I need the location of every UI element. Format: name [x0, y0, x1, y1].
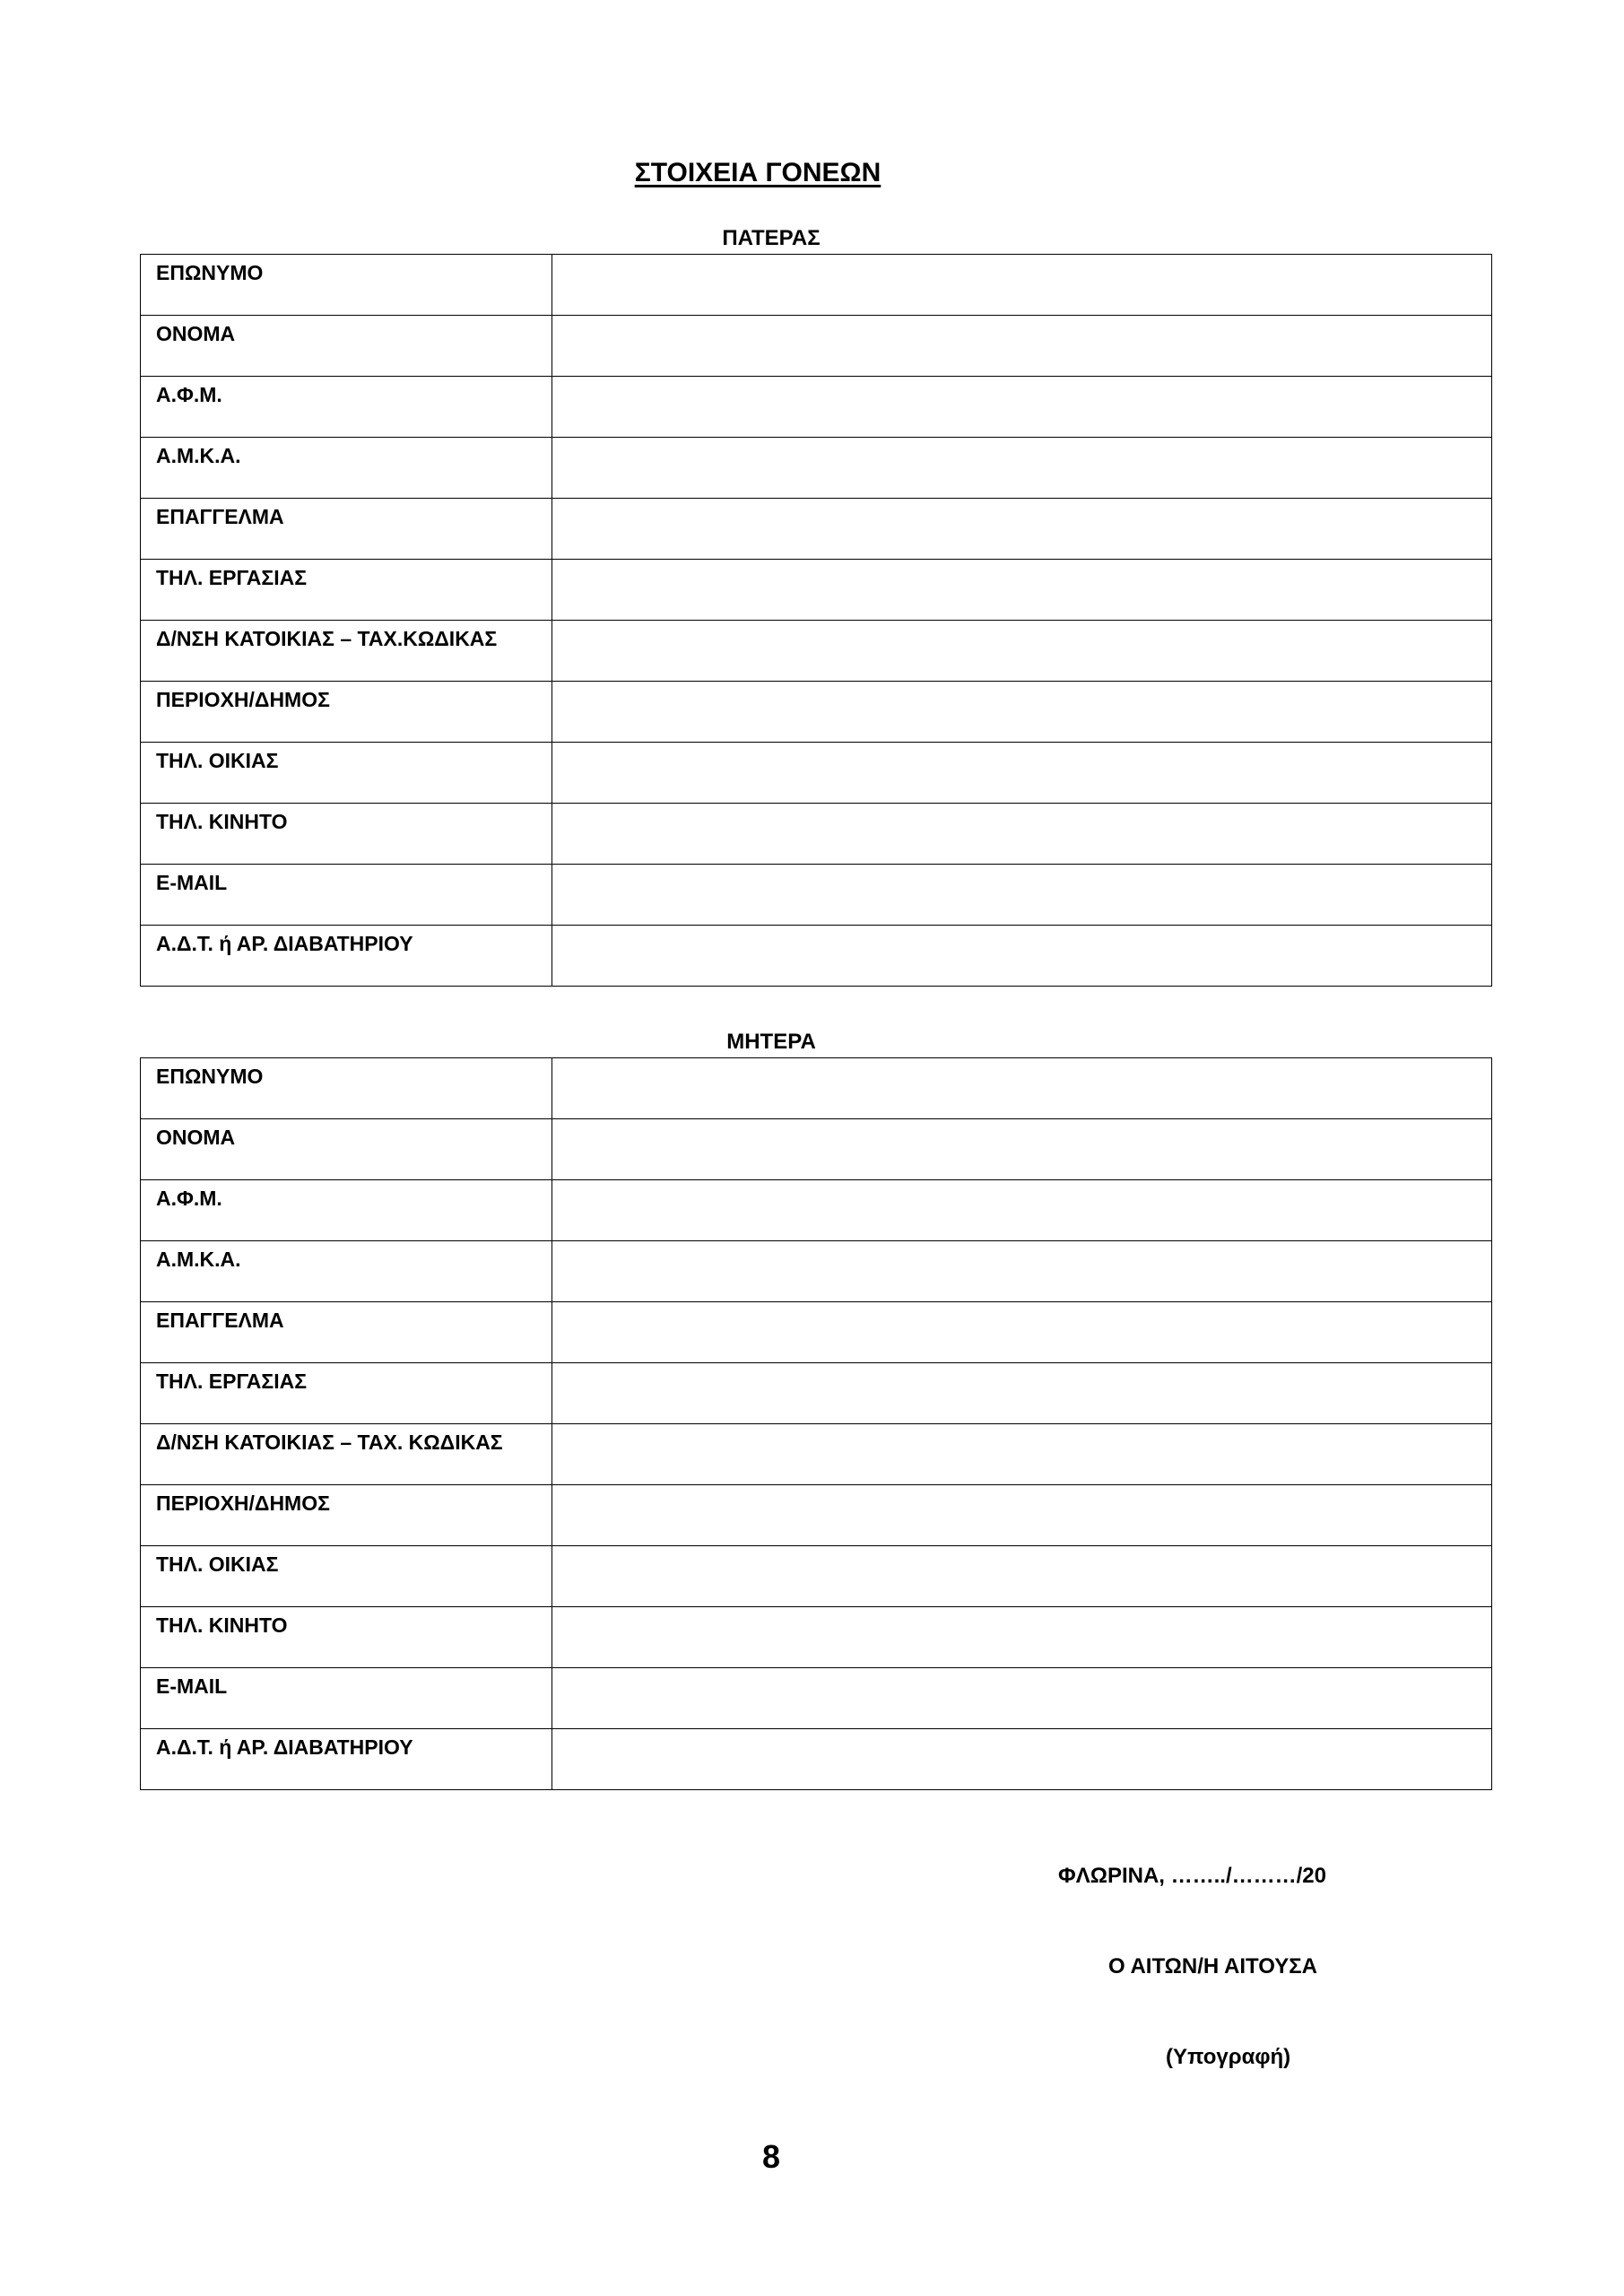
- mother-row-area: [141, 1485, 1492, 1546]
- father-field-email[interactable]: [552, 865, 1492, 926]
- father-field-id-passport[interactable]: [552, 926, 1492, 987]
- applicant-label: Ο ΑΙΤΩΝ/Η ΑΙΤΟΥΣΑ: [1108, 1954, 1317, 1979]
- mother-row-name: [141, 1119, 1492, 1180]
- father-field-surname[interactable]: [552, 255, 1492, 316]
- father-row-afm: [141, 377, 1492, 438]
- father-row-profession: [141, 499, 1492, 560]
- father-section-title: ΠΑΤΕΡΑΣ: [722, 226, 821, 250]
- father-row-mobile: [141, 804, 1492, 865]
- father-label-name: ΟΝΟΜΑ: [141, 316, 552, 377]
- father-row-home-phone: [141, 743, 1492, 804]
- mother-row-home-phone: [141, 1546, 1492, 1607]
- mother-field-home-phone[interactable]: [552, 1546, 1492, 1607]
- father-field-amka[interactable]: [552, 438, 1492, 499]
- mother-row-profession: [141, 1302, 1492, 1363]
- mother-row-surname: [141, 1058, 1492, 1119]
- father-field-address[interactable]: [552, 621, 1492, 682]
- page-number: 8: [761, 2138, 781, 2175]
- father-label-id-passport: Α.Δ.Τ. ή ΑΡ. ΔΙΑΒΑΤΗΡΙΟΥ: [141, 926, 552, 987]
- father-field-home-phone[interactable]: [552, 743, 1492, 804]
- mother-field-amka[interactable]: [552, 1241, 1492, 1302]
- mother-label-name: ΟΝΟΜΑ: [141, 1119, 552, 1180]
- father-label-address: Δ/ΝΣΗ ΚΑΤΟΙΚΙΑΣ – ΤΑΧ.ΚΩΔΙΚΑΣ: [141, 621, 552, 682]
- signature-label: (Υπογραφή): [1166, 2045, 1291, 2069]
- mother-label-area: ΠΕΡΙΟΧΗ/ΔΗΜΟΣ: [141, 1485, 552, 1546]
- father-field-area[interactable]: [552, 682, 1492, 743]
- father-field-mobile[interactable]: [552, 804, 1492, 865]
- mother-field-profession[interactable]: [552, 1302, 1492, 1363]
- mother-label-address: Δ/ΝΣΗ ΚΑΤΟΙΚΙΑΣ – ΤΑΧ. ΚΩΔΙΚΑΣ: [141, 1424, 552, 1485]
- mother-field-name[interactable]: [552, 1119, 1492, 1180]
- father-label-afm: Α.Φ.Μ.: [141, 377, 552, 438]
- mother-label-amka: Α.Μ.Κ.Α.: [141, 1241, 552, 1302]
- mother-row-address: [141, 1424, 1492, 1485]
- mother-field-email[interactable]: [552, 1668, 1492, 1729]
- mother-label-email: E-MAIL: [141, 1668, 552, 1729]
- father-label-mobile: ΤΗΛ. ΚΙΝΗΤΟ: [141, 804, 552, 865]
- father-row-id-passport: [141, 926, 1492, 987]
- father-row-name: [141, 316, 1492, 377]
- father-label-profession: ΕΠΑΓΓΕΛΜΑ: [141, 499, 552, 560]
- mother-field-area[interactable]: [552, 1485, 1492, 1546]
- father-label-email: E-MAIL: [141, 865, 552, 926]
- mother-label-home-phone: ΤΗΛ. ΟΙΚΙΑΣ: [141, 1546, 552, 1607]
- father-row-area: [141, 682, 1492, 743]
- father-row-address: [141, 621, 1492, 682]
- father-row-surname: [141, 255, 1492, 316]
- father-row-work-phone: [141, 560, 1492, 621]
- father-row-amka: [141, 438, 1492, 499]
- father-label-work-phone: ΤΗΛ. ΕΡΓΑΣΙΑΣ: [141, 560, 552, 621]
- mother-label-work-phone: ΤΗΛ. ΕΡΓΑΣΙΑΣ: [141, 1363, 552, 1424]
- mother-field-work-phone[interactable]: [552, 1363, 1492, 1424]
- mother-label-surname: ΕΠΩΝΥΜΟ: [141, 1058, 552, 1119]
- mother-row-amka: [141, 1241, 1492, 1302]
- mother-row-mobile: [141, 1607, 1492, 1668]
- mother-field-id-passport[interactable]: [552, 1729, 1492, 1790]
- father-row-email: [141, 865, 1492, 926]
- mother-label-afm: Α.Φ.Μ.: [141, 1180, 552, 1241]
- mother-label-id-passport: Α.Δ.Τ. ή ΑΡ. ΔΙΑΒΑΤΗΡΙΟΥ: [141, 1729, 552, 1790]
- father-details-table: [140, 254, 1492, 987]
- mother-field-address[interactable]: [552, 1424, 1492, 1485]
- mother-field-afm[interactable]: [552, 1180, 1492, 1241]
- mother-section-title: ΜΗΤΕΡΑ: [726, 1030, 816, 1054]
- father-label-home-phone: ΤΗΛ. ΟΙΚΙΑΣ: [141, 743, 552, 804]
- mother-details-table: [140, 1057, 1492, 1790]
- mother-label-mobile: ΤΗΛ. ΚΙΝΗΤΟ: [141, 1607, 552, 1668]
- mother-row-work-phone: [141, 1363, 1492, 1424]
- place-date-line: ΦΛΩΡΙΝΑ, ……../………/20: [1058, 1864, 1326, 1888]
- father-field-work-phone[interactable]: [552, 560, 1492, 621]
- father-label-amka: Α.Μ.Κ.Α.: [141, 438, 552, 499]
- mother-row-id-passport: [141, 1729, 1492, 1790]
- father-label-surname: ΕΠΩΝΥΜΟ: [141, 255, 552, 316]
- father-field-name[interactable]: [552, 316, 1492, 377]
- father-label-area: ΠΕΡΙΟΧΗ/ΔΗΜΟΣ: [141, 682, 552, 743]
- page-title: ΣΤΟΙΧΕΙΑ ΓΟΝΕΩΝ: [634, 158, 881, 187]
- mother-label-profession: ΕΠΑΓΓΕΛΜΑ: [141, 1302, 552, 1363]
- mother-field-surname[interactable]: [552, 1058, 1492, 1119]
- father-field-afm[interactable]: [552, 377, 1492, 438]
- mother-row-afm: [141, 1180, 1492, 1241]
- father-field-profession[interactable]: [552, 499, 1492, 560]
- mother-row-email: [141, 1668, 1492, 1729]
- mother-field-mobile[interactable]: [552, 1607, 1492, 1668]
